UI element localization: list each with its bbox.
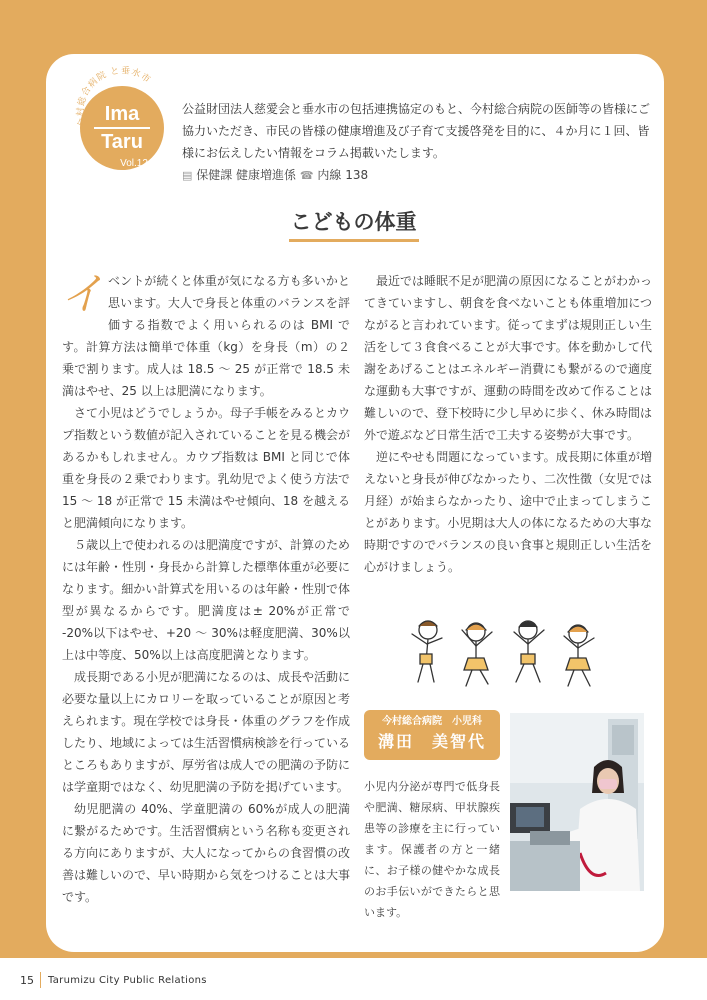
page-number: 15: [20, 974, 34, 987]
paragraph: さて小児はどうでしょうか。母子手帳をみるとカウプ指数という数値が記入されていることを見る機会があるかもしれません。カウプ指数は BMI と同じで体重を身長の２乗でわります。乳幼児でよく使う方法で 15 ～ 18 が正常で 15 未満はやせ傾向、18 を越えると肥満傾向になります。: [62, 406, 351, 530]
article-title: こどもの体重: [289, 206, 419, 242]
imataru-logo: [74, 62, 170, 182]
doctor-photo: [510, 713, 644, 891]
footer-label: Tarumizu City Public Relations: [48, 975, 207, 986]
doctor-nameplate: [364, 710, 500, 760]
paragraph: 逆にやせも問題になっています。成長期に体重が増えないと身長が伸びなかったり、二次性徴（女児では月経）が始まらなかったり、途中で止まってしまうことがあります。小児期は大人の体になるための大事な時期ですのでバランスの良い食事と規則正しい生活を心がけましょう。: [364, 450, 653, 574]
left-column: [62, 270, 350, 908]
contact-ext: 内線 138: [317, 168, 369, 182]
badge-arc-text: 今村総合病院 と垂水市: [75, 65, 154, 129]
document-icon: ▤: [182, 169, 193, 182]
doctor-affiliation: 今村総合病院 小児科: [382, 716, 482, 727]
phone-icon: ☎: [299, 169, 314, 182]
intro-body: 公益財団法人慈愛会と垂水市の包括連携協定のもと、今村総合病院の医師等の皆様にご協力いただき、市民の皆様の健康増進及び子育て支援啓発を目的に、４か月に１回、皆様にお伝えしたい情報をコラム掲載いたします。: [182, 102, 651, 160]
badge-taru: Taru: [101, 131, 143, 153]
paragraph: 成長期である小児が肥満になるのは、成長や活動に必要な量以上にカロリーを取っていることが原因と考えられます。現在学校では身長・体重のグラフを作成したり、地域によっては生活習慣病検診を行っているところもありますが、厚労省は成人での肥満の予防には学童期ではなく、幼児肥満の予防を掲げています。: [62, 670, 351, 794]
article-title-wrap: [0, 206, 707, 242]
badge-vol: Vol.12: [120, 158, 148, 169]
doctor-description: 小児内分泌が専門で低身長や肥満、糖尿病、甲状腺疾患等の診療を主に行っています。保護者の方と一緒に、お子様の健やかな成長のお手伝いができたらと思います。: [364, 780, 500, 919]
dropcap: イ: [60, 269, 104, 320]
paragraph: イベントが続くと体重が気になる方も多いかと思います。大人で身長と体重のバランスを評価する指数でよく用いられるのは BMI です。計算方法は簡単で体重（kg）を身長（m）の２乗で割ります。成人は 18.5 ～ 25 が正常で 18.5 未満はやせ、25 以上は肥満になります。: [60, 269, 350, 398]
paragraph: 最近では睡眠不足が肥満の原因になることがわかってきていますし、朝食を食べないことも体重増加につながると言われています。従ってまずは規則正しい生活をして３食食べることが大事です。体を動かして代謝をあげることはエネルギー消費にも繋がるので適度な運動も大事ですが、運動の時間を改めて作ることは難しいので、登下校時に少し早めに歩く、休み時間は外で遊ぶなど日常生活で工夫する姿勢が大事です。: [364, 274, 653, 442]
paragraph: ５歳以上で使われるのは肥満度ですが、計算のためには年齢・性別・身長から計算した標準体重が必要になります。細かい計算式を用いるのは年齢・性別で体型が異なるからです。肥満度は± 20%が正常で -20%以下はやせ、+20 ～ 30%は軽度肥満、30%以上は中等度、50%以上は高度肥満となります。: [62, 538, 351, 662]
badge-ima: Ima: [104, 103, 140, 125]
children-illustration: [404, 612, 608, 692]
paragraph: 幼児肥満の 40%、学童肥満の 60%が成人の肥満に繋がるためです。生活習慣病という名称も変更される方向にありますが、大人になってからの食習慣の改善は難しいので、早い時期から気をつけることは大事です。: [62, 802, 351, 904]
footer-divider: [40, 972, 41, 988]
contact-line: [182, 164, 652, 187]
page-footer: [0, 958, 707, 1000]
contact-dept: 保健課 健康増進係: [196, 168, 297, 182]
right-column: [364, 270, 652, 578]
intro-text: [182, 98, 652, 187]
doctor-name: 溝田 美智代: [377, 732, 486, 751]
